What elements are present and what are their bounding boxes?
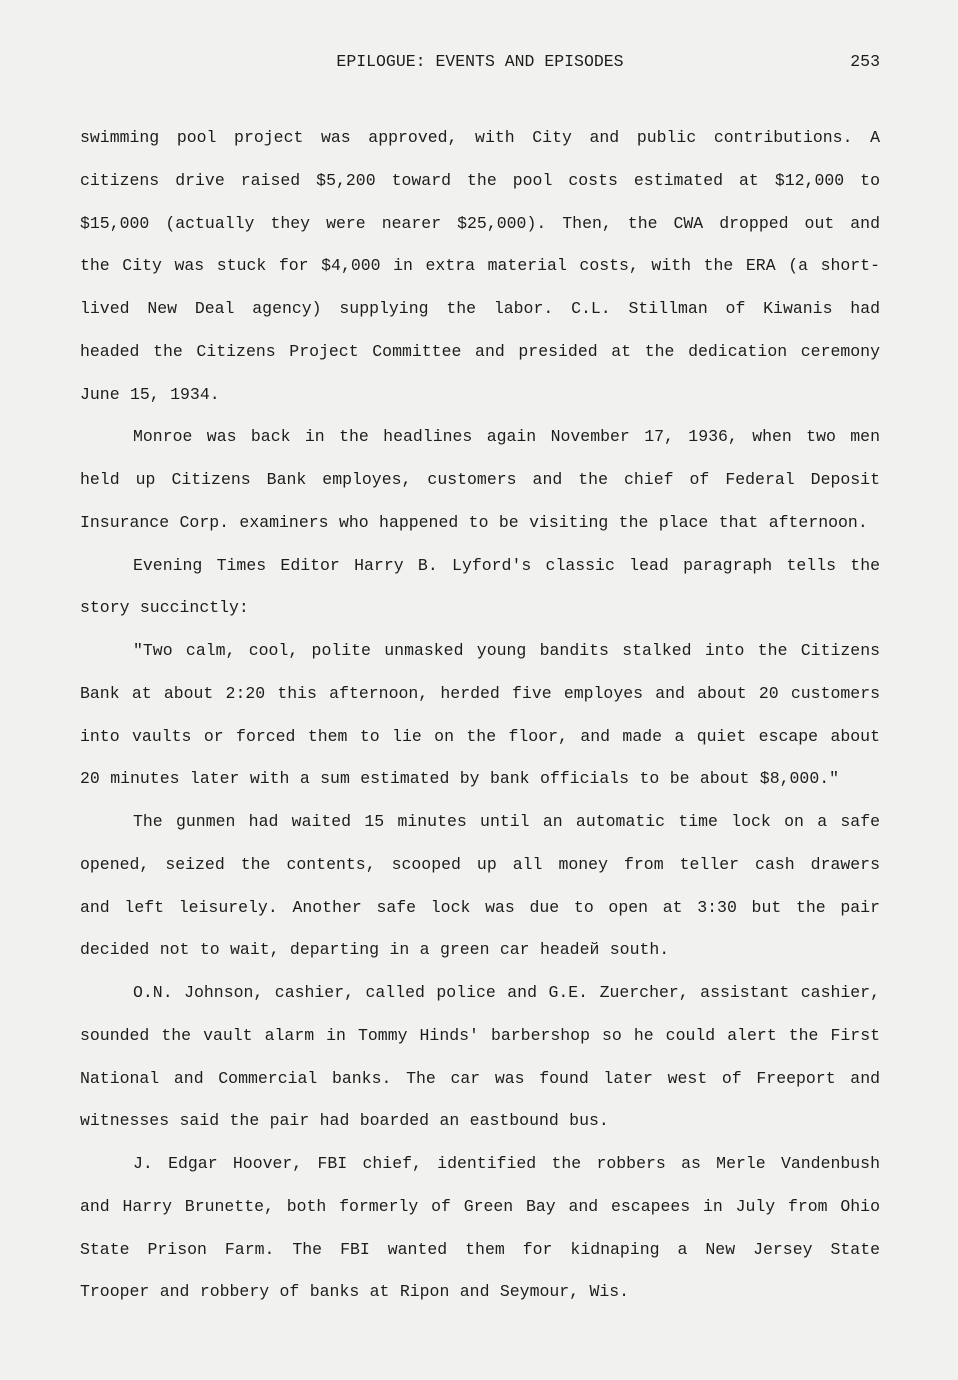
text-line: O.N. Johnson, cashier, called police and G.E. Zuercher, assistant cashier, [133, 983, 880, 1002]
text-line: Monroe was back in the headlines again November 17, 1936, when two men [133, 427, 880, 447]
text-line: June 15, 1934. [80, 384, 220, 404]
text-line: story succinctly: [80, 598, 249, 618]
text-line: National and Commercial banks. The car was found later west of Freeport and [80, 1068, 880, 1088]
text-line: swimming pool project was approved, with City and public contributions. A [80, 128, 880, 147]
text-line: J. Edgar Hoover, FBI chief, identified the robbers as Merle Vandenbush [133, 1154, 880, 1173]
text-line: $15,000 (actually they were nearer $25,000). Then, the CWA dropped out and [80, 213, 880, 233]
page-header [80, 52, 880, 74]
text-line: Bank at about 2:20 this afternoon, herded five employes and about 20 customers [80, 683, 880, 703]
text-line: opened, seized the contents, scooped up all money from teller cash drawers [80, 854, 880, 874]
text-line: headed the Citizens Project Committee and presided at the dedication ceremony [80, 341, 880, 361]
text-line: sounded the vault alarm in Tommy Hinds' barbershop so he could alert the First [80, 1025, 880, 1045]
text-line: and left leisurely. Another safe lock was due to open at 3:30 but the pair [80, 897, 880, 917]
text-line: and Harry Brunette, both formerly of Green Bay and escapees in July from Ohio [80, 1196, 880, 1216]
text-line: lived New Deal agency) supplying the labor. C.L. Stillman of Kiwanis had [80, 299, 880, 318]
page-number: 253 [850, 52, 880, 71]
text-line: held up Citizens Bank employes, customers and the chief of Federal Deposit [80, 470, 880, 489]
text-line: decided not to wait, departing in a green car headeй south. [80, 940, 670, 960]
text-line: The gunmen had waited 15 minutes until an automatic time lock on a safe [133, 812, 880, 831]
text-line: Trooper and robbery of banks at Ripon and Seymour, Wis. [80, 1282, 630, 1302]
text-line: "Two calm, cool, polite unmasked young bandits stalked into the Citizens [133, 641, 880, 660]
text-line: Insurance Corp. examiners who happened to be visiting the place that afternoon. [80, 512, 868, 532]
text-line: the City was stuck for $4,000 in extra material costs, with the ERA (a short- [80, 256, 880, 276]
text-line: Evening Times Editor Harry B. Lyford's classic lead paragraph tells the [133, 555, 880, 575]
text-line: witnesses said the pair had boarded an eastbound bus. [80, 1111, 609, 1131]
text-line: State Prison Farm. The FBI wanted them for kidnaping a New Jersey State [80, 1239, 880, 1259]
running-title: EPILOGUE: EVENTS AND EPISODES [336, 52, 624, 71]
text-line: into vaults or forced them to lie on the floor, and made a quiet escape about [80, 726, 880, 746]
body-text [80, 117, 880, 1314]
text-line: 20 minutes later with a sum estimated by bank officials to be about $8,000." [80, 769, 840, 789]
text-line: citizens drive raised $5,200 toward the pool costs estimated at $12,000 to [80, 170, 880, 190]
